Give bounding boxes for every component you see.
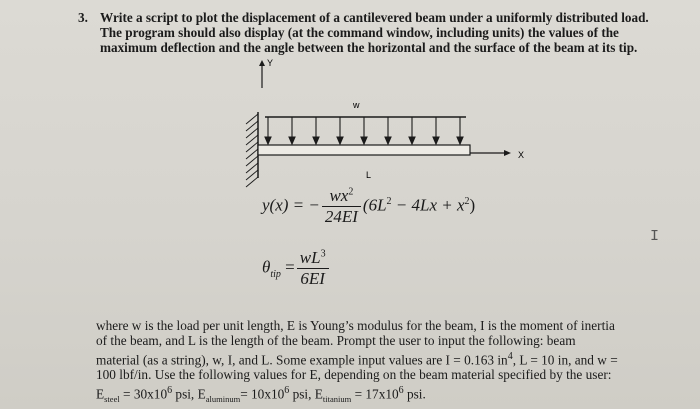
- problem-line-2: The program should also display (at the command window, including units) the values of the: [100, 25, 619, 40]
- wall-hatching: [246, 114, 258, 187]
- description-line-4: 100 lbf/in. Use the following values for E, depending on the beam material specified by the user:: [96, 367, 612, 383]
- angle-equals: =: [280, 257, 295, 277]
- x-axis-label: X: [518, 150, 525, 160]
- angle-denominator: 6EI: [297, 268, 329, 289]
- angle-equation: [262, 248, 331, 289]
- x-axis-arrowhead: [504, 150, 511, 156]
- problem-line-1: Write a script to plot the displacement of a cantilevered beam under a uniformly distributed load.: [100, 10, 649, 25]
- description-line-1: where w is the load per unit length, E is Young’s modulus for the beam, I is the moment of inertia: [96, 318, 615, 333]
- load-arrows: [265, 117, 463, 144]
- theta-subscript: tip: [270, 268, 281, 280]
- deflection-paren-close: ): [469, 195, 476, 215]
- description-line-5: $E_{steel} = 30x10^6$ psi, $E_{aluminum}= 10x10^6$ psi, $E_{titanium} = 17x10^6$ psi.: [96, 384, 426, 404]
- theta-symbol: θ: [262, 257, 271, 277]
- deflection-fraction: [322, 186, 361, 227]
- angle-numerator: wL: [299, 248, 321, 267]
- description-line-2: of the beam, and L is the length of the beam. Prompt the user to input the following: beam: [96, 333, 576, 349]
- description-line-3: material (as a string), w, I, and L. Some example input values are I = 0.163 $in^4$, L = 10 in, and w =: [96, 350, 618, 368]
- problem-line-3: maximum deflection and the angle between the horizontal and the surface of the beam at its tip.: [100, 40, 638, 55]
- angle-fraction: [297, 248, 329, 289]
- angle-numerator-exp: 3: [320, 248, 326, 260]
- deflection-denominator: 24EI: [322, 206, 361, 227]
- deflection-term2: − 4Lx + x: [391, 195, 465, 215]
- deflection-numerator-exp: 2: [348, 186, 354, 198]
- description-paragraph: [96, 318, 668, 407]
- deflection-equation: [262, 186, 475, 227]
- y-axis-arrowhead: [259, 60, 265, 66]
- problem-number: 3.: [78, 10, 88, 25]
- deflection-lhs: y(x) = −: [262, 195, 320, 215]
- deflection-term2-exp: 2: [464, 195, 470, 207]
- deflection-numerator: wx: [329, 186, 349, 205]
- deflection-term1-exp: 2: [386, 195, 392, 207]
- text-cursor-icon: I: [650, 228, 660, 245]
- length-label: L: [366, 170, 372, 180]
- deflection-paren-open: (6L: [362, 195, 387, 215]
- y-axis-label: Y: [267, 58, 274, 68]
- load-label: w: [353, 100, 360, 110]
- beam: [258, 145, 470, 155]
